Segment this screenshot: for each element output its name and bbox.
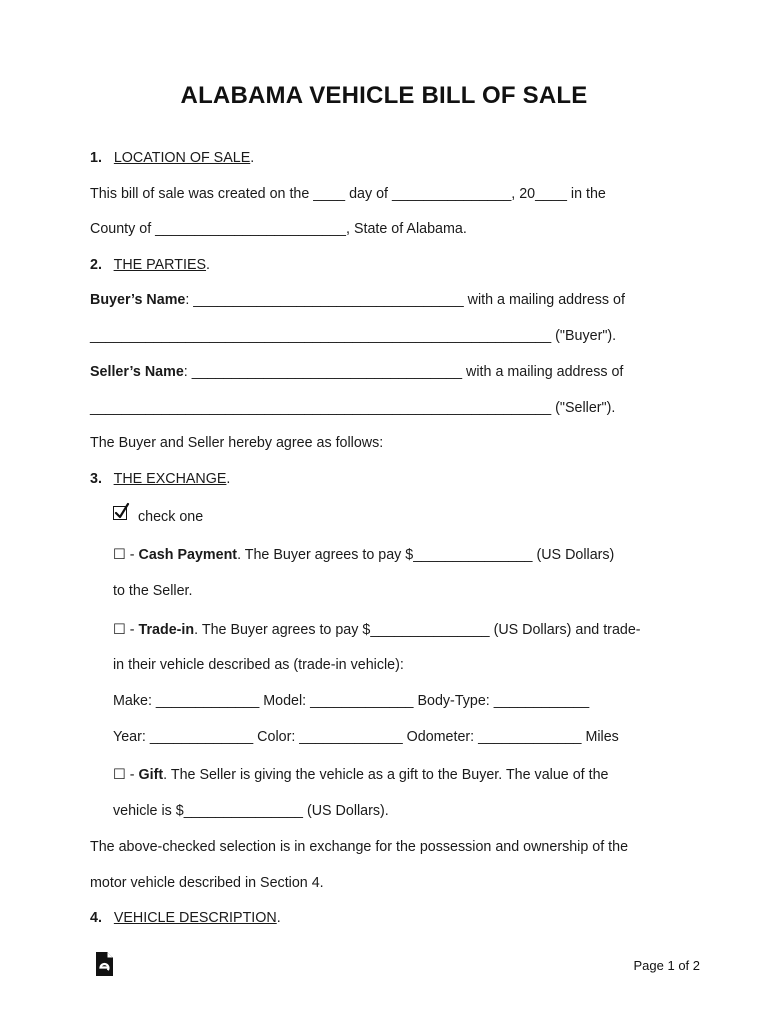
- seller-address-line: __________________________________________________________ ("Seller").: [90, 400, 616, 416]
- cash-payment-label: Cash Payment: [138, 547, 238, 563]
- trade-in-vehicle-row-1: Make: _____________ Model: _____________ Body-Type: ____________: [113, 693, 590, 709]
- section-4-heading: 4. VEHICLE DESCRIPTION.: [90, 910, 281, 926]
- agreement-line: The Buyer and Seller hereby agree as follows:: [90, 435, 384, 451]
- checkbox-icon[interactable]: ☐ -: [113, 767, 139, 783]
- location-line-1: This bill of sale was created on the ____ day of _______________, 20____ in the: [90, 186, 606, 202]
- gift-line-2: vehicle is $_______________ (US Dollars).: [113, 803, 389, 819]
- section-title: THE PARTIES: [113, 257, 207, 273]
- section-2-heading: 2. THE PARTIES.: [90, 257, 211, 273]
- exchange-summary-line-2: motor vehicle described in Section 4.: [90, 875, 324, 891]
- buyer-name-label: Buyer’s Name: [90, 292, 186, 308]
- buyer-name-line: Buyer’s Name: __________________________________ with a mailing address of: [90, 292, 625, 308]
- section-number: 3.: [90, 471, 102, 487]
- gift-label: Gift: [138, 767, 164, 783]
- checkbox-icon[interactable]: ☐ -: [113, 622, 139, 638]
- location-line-2: County of ________________________, State of Alabama.: [90, 221, 467, 237]
- section-title: VEHICLE DESCRIPTION: [113, 910, 277, 926]
- trade-in-label: Trade-in: [138, 622, 195, 638]
- section-1-heading: 1. LOCATION OF SALE.: [90, 150, 255, 166]
- checkmark-icon: [113, 502, 131, 522]
- trade-in-vehicle-row-2: Year: _____________ Color: _____________ Odometer: _____________ Miles: [113, 729, 619, 745]
- esign-logo-icon: [94, 951, 114, 977]
- section-number: 4.: [90, 910, 102, 926]
- gift-option[interactable]: ☐ - Gift. The Seller is giving the vehicle as a gift to the Buyer. The value of the: [113, 767, 609, 783]
- trade-in-line-2: in their vehicle described as (trade-in vehicle):: [113, 657, 404, 673]
- page-number: Page 1 of 2: [633, 958, 700, 973]
- check-one-label: check one: [138, 509, 204, 525]
- cash-payment-line-2: to the Seller.: [113, 583, 193, 599]
- section-3-heading: 3. THE EXCHANGE.: [90, 471, 231, 487]
- exchange-summary-line-1: The above-checked selection is in exchange for the possession and ownership of the: [90, 839, 629, 855]
- seller-name-line: Seller’s Name: __________________________________ with a mailing address of: [90, 364, 624, 380]
- checkbox-icon[interactable]: ☐ -: [113, 547, 139, 563]
- cash-payment-option[interactable]: ☐ - Cash Payment. The Buyer agrees to pay $_______________ (US Dollars): [113, 547, 615, 563]
- section-title: THE EXCHANGE: [113, 471, 227, 487]
- document-title: ALABAMA VEHICLE BILL OF SALE: [180, 82, 588, 109]
- seller-name-label: Seller’s Name: [90, 364, 184, 380]
- check-one-checkbox[interactable]: [113, 506, 127, 520]
- section-title: LOCATION OF SALE: [113, 150, 251, 166]
- section-number: 1.: [90, 150, 102, 166]
- trade-in-option[interactable]: ☐ - Trade-in. The Buyer agrees to pay $_______________ (US Dollars) and trade-: [113, 622, 641, 638]
- buyer-address-line: __________________________________________________________ ("Buyer").: [90, 328, 617, 344]
- section-number: 2.: [90, 257, 102, 273]
